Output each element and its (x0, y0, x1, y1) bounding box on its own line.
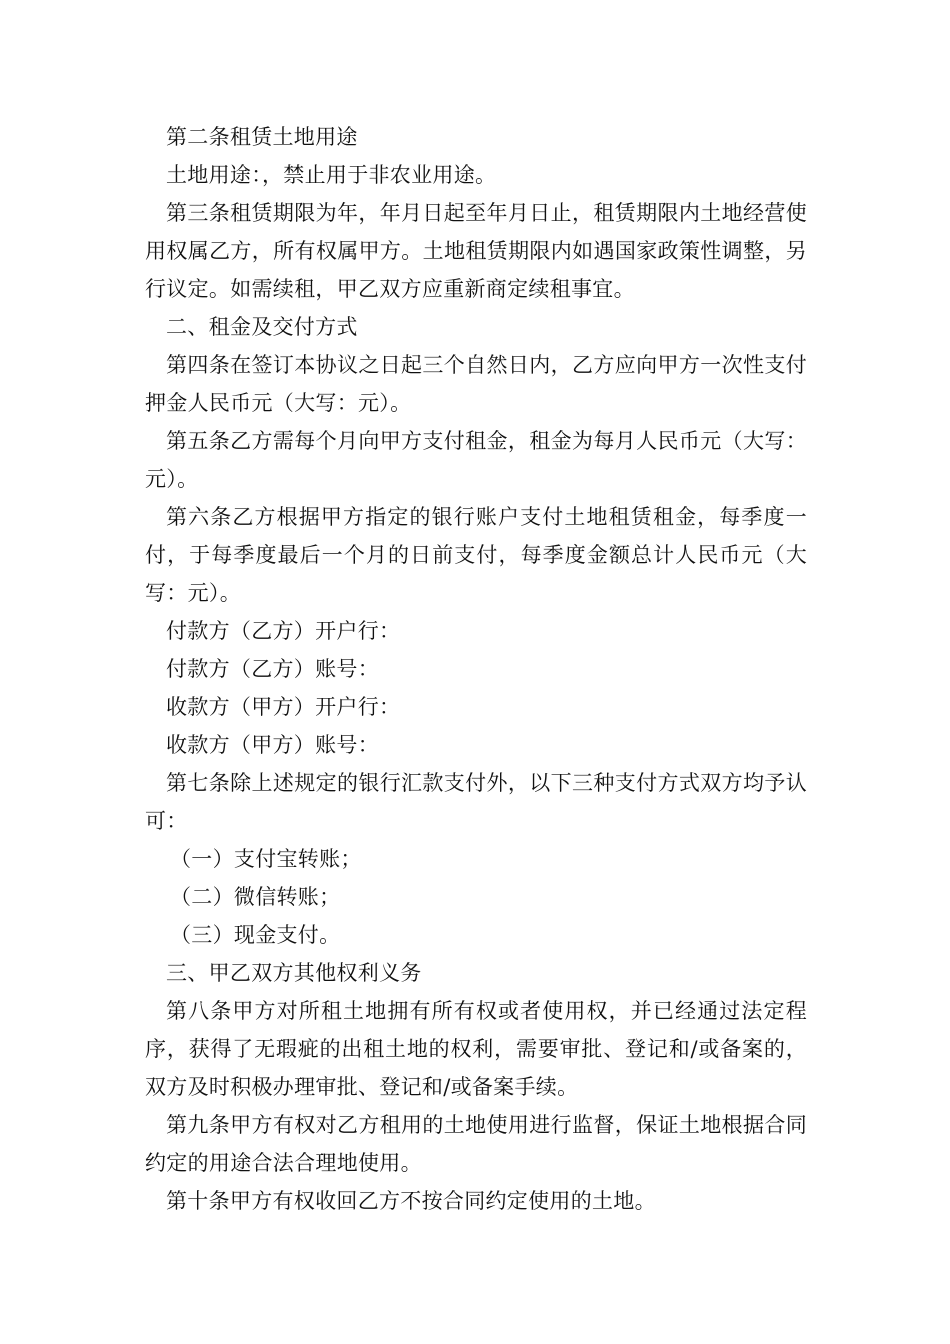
payer-account-line: 付款方（乙方）账号： (166, 657, 379, 681)
payment-option-alipay: （一）支付宝转账； (170, 847, 362, 871)
payee-bank-line: 收款方（甲方）开户行： (166, 695, 401, 719)
article-3-paragraph: 第三条租赁期限为年，年月日起至年月日止，租赁期限内土地经营使用权属乙方，所有权属甲方。土地租赁期限内如遇国家政策性调整，另行议定。如需续租，甲乙双方应重新商定续租事宜。 (145, 201, 807, 301)
payer-bank-line: 付款方（乙方）开户行： (166, 619, 401, 643)
article-2-heading: 第二条租赁土地用途 (166, 125, 358, 149)
article-6-paragraph: 第六条乙方根据甲方指定的银行账户支付土地租赁租金，每季度一付，于每季度最后一个月的日前支付，每季度金额总计人民币元（大写：元）。 (145, 505, 807, 605)
payment-option-wechat: （二）微信转账； (170, 885, 341, 909)
article-9-paragraph: 第九条甲方有权对乙方租用的土地使用进行监督，保证土地根据合同约定的用途合法合理地使用。 (145, 1113, 807, 1175)
section-3-heading: 三、甲乙双方其他权利义务 (166, 961, 422, 985)
payee-account-line: 收款方（甲方）账号： (166, 733, 379, 757)
land-use-paragraph: 土地用途：，禁止用于非农业用途。 (166, 163, 497, 187)
section-2-heading: 二、租金及交付方式 (166, 315, 358, 339)
article-8-paragraph: 第八条甲方对所租土地拥有所有权或者使用权，并已经通过法定程序，获得了无瑕疵的出租土地的权利，需要审批、登记和/或备案的，双方及时积极办理审批、登记和/或备案手续。 (145, 999, 807, 1099)
payment-option-cash: （三）现金支付。 (170, 923, 341, 947)
article-5-paragraph: 第五条乙方需每个月向甲方支付租金，租金为每月人民币元（大写：元）。 (145, 429, 807, 491)
article-4-paragraph: 第四条在签订本协议之日起三个自然日内，乙方应向甲方一次性支付押金人民币元（大写：元）。 (145, 353, 807, 415)
document-page (145, 118, 807, 1220)
article-7-paragraph: 第七条除上述规定的银行汇款支付外，以下三种支付方式双方均予认可： (145, 771, 807, 833)
article-10-paragraph: 第十条甲方有权收回乙方不按合同约定使用的土地。 (166, 1189, 656, 1213)
